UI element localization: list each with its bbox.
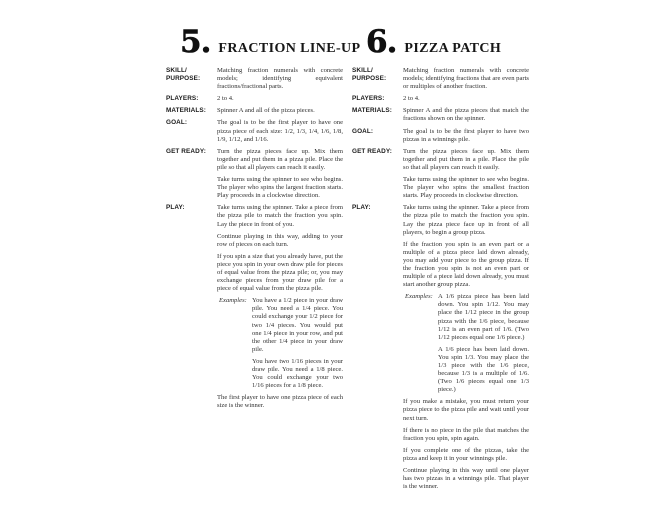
section-text bbox=[403, 95, 529, 103]
get-ready-paragraph: Turn the pizza pieces face up. Mix them together and put them in a pile. Place the pile so that all players can reach it easily. bbox=[403, 147, 529, 171]
game-5-number: 5. bbox=[180, 24, 211, 60]
closing-paragraph: Continue playing in this way until one player has two pizzas in a winnings pile. That player is the winner. bbox=[403, 467, 529, 491]
section-label-players: PLAYERS: bbox=[352, 95, 385, 103]
skill-purpose-text: Matching fraction numerals with concrete models; identifying equivalent fractions/fractional parts. bbox=[217, 67, 343, 91]
section-skill-purpose bbox=[352, 67, 529, 91]
goal-text: The goal is to be the first player to have one pizza piece of each size: 1/2, 1/3, 1/4, 1/6, 1/8, 1/9, 1/12, and 1/16. bbox=[217, 119, 343, 143]
game-6-number: 6. bbox=[366, 24, 397, 60]
players-text: 2 to 4. bbox=[217, 95, 234, 103]
game-6-header bbox=[366, 24, 529, 60]
closing-paragraph: The first player to have one pizza piece of each size is the winner. bbox=[217, 394, 343, 410]
example-paragraph: A 1/6 piece has been laid down. You spin 1/3. You may place the 1/3 piece with the 1/6 piece, because 1/3 is a multiple of 1/6. (Two 1/6 pieces equal one 1/3 piece.) bbox=[438, 345, 529, 394]
section-get-ready bbox=[166, 148, 343, 201]
section-goal bbox=[166, 119, 343, 143]
section-text bbox=[403, 148, 529, 201]
section-label-skill-purpose bbox=[166, 67, 217, 91]
example-block bbox=[219, 358, 343, 390]
game-5-column bbox=[166, 24, 361, 414]
section-label-materials: MATERIALS: bbox=[352, 107, 392, 115]
materials-text: Spinner A and all of the pizza pieces. bbox=[217, 107, 315, 115]
section-text bbox=[403, 107, 529, 123]
section-players bbox=[352, 95, 529, 103]
example-block bbox=[219, 297, 343, 354]
section-goal bbox=[352, 128, 529, 144]
section-text bbox=[403, 67, 529, 91]
section-play bbox=[352, 204, 529, 491]
game-6-column bbox=[352, 24, 529, 495]
skill-purpose-text: Matching fraction numerals with concrete models; identifying fractions that are even parts or multiples of another fraction. bbox=[403, 67, 529, 91]
section-materials bbox=[166, 107, 343, 115]
play-paragraph: Continue playing in this way, adding to your row of pieces on each turn. bbox=[217, 232, 343, 248]
label-skill: SKILL/ bbox=[166, 67, 187, 74]
example-paragraph: A 1/6 pizza piece has been laid down. You spin 1/12. You may place the 1/12 piece in the group pizza with the 1/6 piece, because 1/12 is an even part of 1/6. (Two 1/12 pieces equal one 1/6 piece.) bbox=[438, 293, 529, 341]
closing-paragraph: If there is no piece in the pile that matches the fraction you spin, spin again. bbox=[403, 426, 529, 442]
example-paragraph: You have two 1/16 pieces in your draw pile. You need a 1/8 piece. You could exchange your two 1/16 pieces for a 1/8 piece. bbox=[252, 357, 343, 390]
section-label-players: PLAYERS: bbox=[166, 95, 199, 103]
section-text bbox=[403, 128, 529, 144]
examples-label: Examples: bbox=[405, 293, 433, 301]
game-5-title: FRACTION LINE-UP bbox=[218, 41, 361, 56]
play-paragraph: If the fraction you spin is an even part or a multiple of a pizza piece laid down already, you may add your piece to the group pizza. If the fraction you spin is not an even part or multiple of a piece laid down already, you must start another group pizza. bbox=[403, 240, 529, 289]
game-5-header bbox=[180, 24, 361, 60]
section-text bbox=[217, 119, 343, 143]
closing-paragraph: If you complete one of the pizzas, take the pizza and keep it in your winnings pile. bbox=[403, 446, 529, 462]
section-label-play: PLAY: bbox=[352, 204, 371, 212]
play-paragraph: Take turns using the spinner. Take a piece from the pizza pile to match the fraction you spin. Lay the pizza piece face up in front of all players, to begin a group pizza. bbox=[403, 204, 529, 236]
example-block bbox=[405, 346, 529, 395]
section-players bbox=[166, 95, 343, 103]
section-text bbox=[217, 204, 343, 410]
game-6-title: PIZZA PATCH bbox=[404, 41, 502, 56]
closing-paragraph: If you make a mistake, you must return your pizza piece to the pizza pile and wait until your next turn. bbox=[403, 398, 529, 422]
label-purpose: PURPOSE: bbox=[352, 75, 387, 83]
section-text bbox=[217, 95, 343, 103]
section-label-goal: GOAL: bbox=[352, 127, 374, 135]
section-skill-purpose bbox=[166, 67, 343, 91]
section-label-play: PLAY: bbox=[166, 204, 185, 212]
section-label-skill-purpose bbox=[352, 67, 403, 91]
get-ready-paragraph: Turn the pizza pieces face up. Mix them together and put them in a pizza pile. Place the pile so that all players can reach it easily. bbox=[217, 147, 343, 171]
section-label-get-ready: GET READY: bbox=[166, 147, 206, 155]
section-label-goal: GOAL: bbox=[166, 119, 188, 127]
example-paragraph: You have a 1/2 piece in your draw pile. You need a 1/4 piece. You could exchange your 1/2 piece for two 1/4 pieces. You would put one 1/4 piece in your row, and put the other 1/4 piece in your draw pile. bbox=[252, 297, 343, 353]
examples-label-spacer bbox=[405, 346, 438, 395]
label-purpose: PURPOSE: bbox=[166, 75, 201, 83]
play-paragraph: If you spin a size that you already have, put the piece you spin in your own draw pile for pieces of equal value from the pizza pile; or, you may exchange pieces from your draw pile for a piece of equal value from the pizza pile. bbox=[217, 252, 343, 293]
goal-text: The goal is to be the first player to have two pizzas in a winnings pile. bbox=[403, 127, 529, 143]
section-label-get-ready: GET READY: bbox=[352, 147, 392, 155]
materials-text: Spinner A and the pizza pieces that match the fractions shown on the spinner. bbox=[403, 107, 529, 123]
section-text bbox=[217, 107, 343, 115]
label-skill: SKILL/ bbox=[352, 67, 373, 74]
examples-label: Examples: bbox=[219, 297, 247, 305]
section-text bbox=[217, 67, 343, 91]
example-block bbox=[405, 293, 529, 342]
section-play bbox=[166, 204, 343, 410]
section-materials bbox=[352, 107, 529, 123]
section-text bbox=[217, 148, 343, 201]
examples-label-spacer bbox=[219, 358, 252, 390]
section-label-materials: MATERIALS: bbox=[166, 107, 206, 115]
get-ready-paragraph: Take turns using the spinner to see who begins. The player who spins the smallest fraction starts. Play proceeds in clockwise direction. bbox=[403, 176, 529, 200]
players-text: 2 to 4. bbox=[403, 95, 420, 103]
play-paragraph: Take turns using the spinner. Take a piece from the pizza pile to match the fraction you spin. Lay the piece in front of you. bbox=[217, 204, 343, 228]
section-text bbox=[403, 204, 529, 491]
get-ready-paragraph: Take turns using the spinner to see who begins. The player who spins the largest fraction starts. Play proceeds in a clockwise direction. bbox=[217, 176, 343, 200]
section-get-ready bbox=[352, 148, 529, 201]
